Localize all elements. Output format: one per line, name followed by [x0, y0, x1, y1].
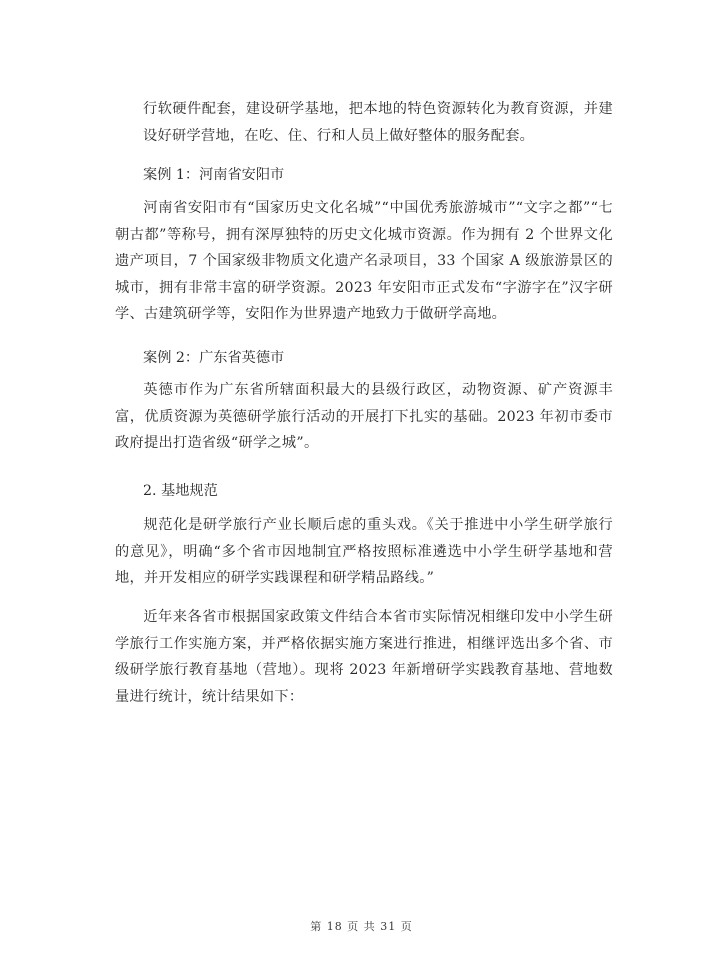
paragraph-continuation: 行软硬件配套，建设研学基地，把本地的特色资源转化为教育资源，并建设好研学营地，在吃、住、行和人员上做好整体的服务配套。 — [143, 101, 613, 144]
section-body-2: 近年来各省市根据国家政策文件结合本省市实际情况相继印发中小学生研学旅行工作实施方案，并严格依据实施方案进行推进，相继评选出多个省、市级研学旅行教育基地（营地）。现将 2023 年新增研学实践教育基地、营地数量进行统计，统计结果如下： — [115, 609, 613, 705]
page-footer: 第 18 页 共 31 页 — [310, 920, 413, 933]
case1-body: 河南省安阳市有“国家历史文化名城”“中国优秀旅游城市”“文字之都”“七朝古都”等称号，拥有深厚独特的历史文化城市资源。作为拥有 2 个世界文化遗产项目，7 个国家级非物质文化遗产名录项目，33 个国家 A 级旅游景区的城市，拥有非常丰富的研学资源。2023 年安阳市正式发布“字游字在”汉字研学、古建筑研学等，安阳作为世界遗产地致力于做研学高地。 — [115, 200, 613, 323]
case2-heading: 案例 2：广东省英德市 — [143, 350, 285, 366]
case1-heading: 案例 1：河南省安阳市 — [143, 167, 285, 183]
case2-body: 英德市作为广东省所辖面积最大的县级行政区，动物资源、矿产资源丰富，优质资源为英德研学旅行活动的开展打下扎实的基础。2023 年初市委市政府提出打造省级“研学之城”。 — [115, 382, 613, 452]
section-body-1: 规范化是研学旅行产业长顺后虑的重头戏。《关于推进中小学生研学旅行的意见》，明确“多个省市因地制宜严格按照标准遴选中小学生研学基地和营地，并开发相应的研学实践课程和研学精品路线。” — [115, 517, 613, 587]
section-heading: 2. 基地规范 — [143, 483, 218, 499]
